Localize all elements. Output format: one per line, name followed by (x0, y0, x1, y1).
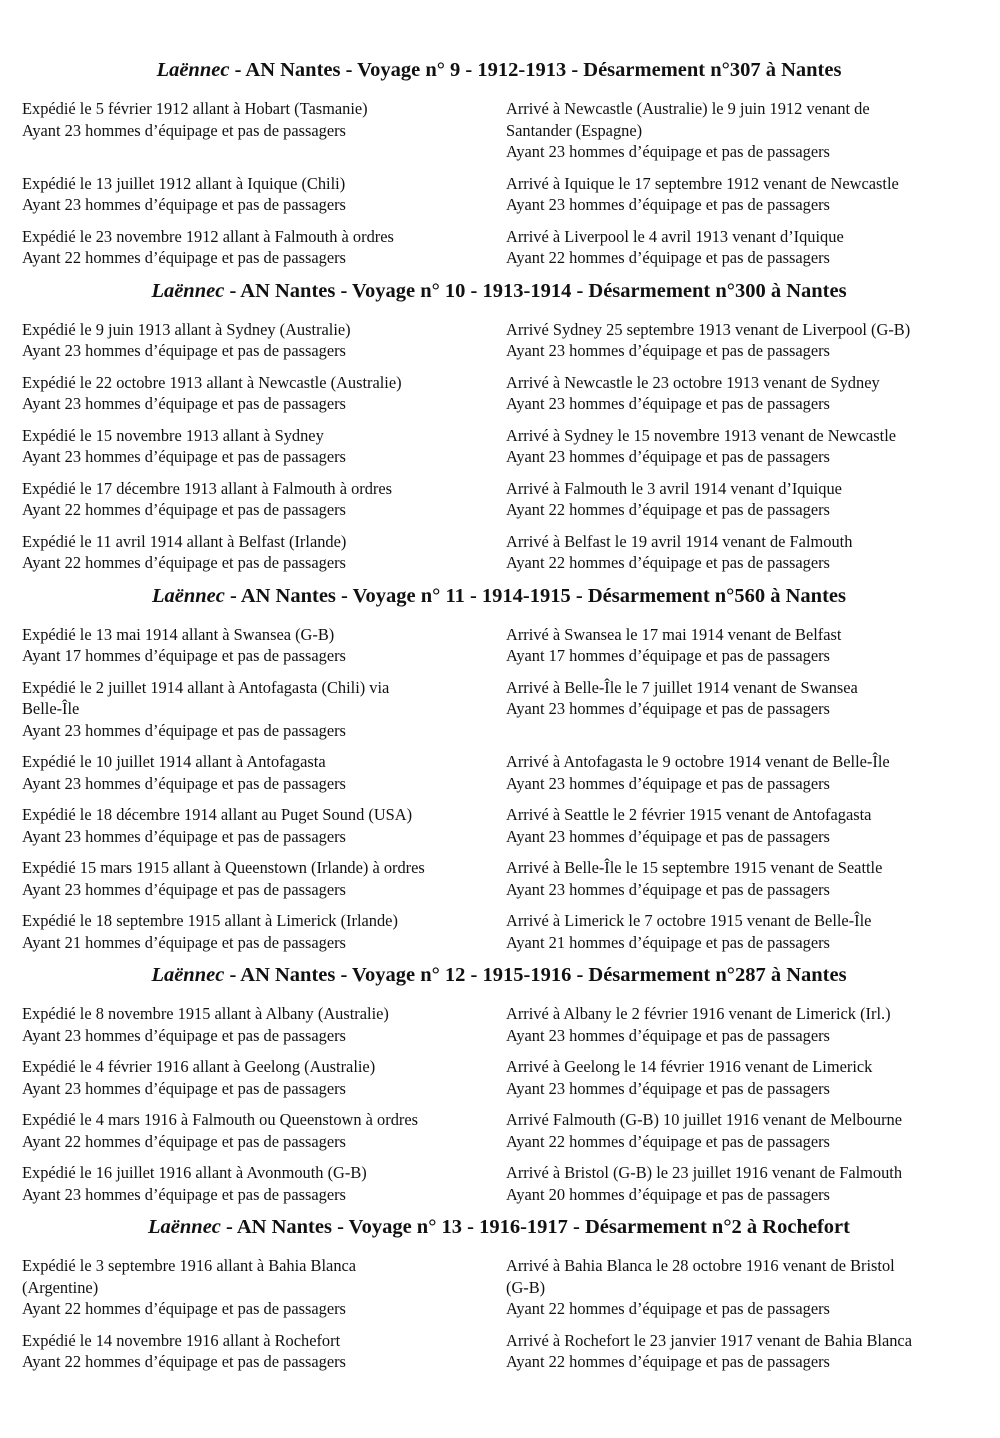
departure-entry (22, 1003, 506, 1046)
arrival-line: Ayant 23 hommes d’équipage et pas de passagers (506, 195, 830, 214)
arrival-line: Ayant 22 hommes d’équipage et pas de passagers (506, 553, 830, 572)
arrival-entry (506, 372, 976, 415)
departure-line: Expédié le 16 juillet 1916 allant à Avonmouth (G-B) (22, 1163, 367, 1182)
arrival-line: Arrivé à Newcastle le 23 octobre 1913 venant de Sydney (506, 372, 880, 392)
arrival-line: Ayant 17 hommes d’équipage et pas de passagers (506, 646, 830, 665)
voyage-heading-text: - AN Nantes - Voyage n° 13 - 1916-1917 - Désarmement n°2 à Rochefort (220, 1216, 850, 1238)
arrival-line: Ayant 23 hommes d’équipage et pas de passagers (506, 142, 830, 161)
departure-line: Ayant 23 hommes d’équipage et pas de passagers (22, 826, 346, 846)
voyage-entry-row (22, 1003, 976, 1046)
voyage-entry-row (22, 677, 976, 742)
departure-entry (22, 804, 506, 847)
departure-entry (22, 425, 506, 468)
departure-line: Ayant 23 hommes d’équipage et pas de passagers (22, 195, 346, 214)
arrival-line: Ayant 22 hommes d’équipage et pas de passagers (506, 1299, 830, 1318)
voyage-heading (22, 1215, 976, 1239)
arrival-line: Arrivé à Bahia Blanca le 28 octobre 1916 venant de Bristol (506, 1256, 895, 1275)
voyage-heading (22, 58, 976, 82)
arrival-line: Arrivé à Iquique le 17 septembre 1912 venant de Newcastle (506, 173, 899, 193)
voyage-section (22, 1215, 976, 1373)
arrival-line: Ayant 23 hommes d’équipage et pas de passagers (506, 341, 830, 360)
arrival-line: Ayant 21 hommes d’équipage et pas de passagers (506, 932, 830, 952)
departure-entry (22, 98, 506, 141)
voyage-entry-row (22, 478, 976, 521)
departure-line: Ayant 23 hommes d’équipage et pas de passagers (22, 341, 346, 360)
voyage-entry-row (22, 1162, 976, 1205)
departure-line: Ayant 22 hommes d’équipage et pas de passagers (22, 1352, 346, 1371)
departure-entry (22, 751, 506, 794)
arrival-line: Arrivé à Sydney le 15 novembre 1913 venant de Newcastle (506, 425, 897, 445)
departure-line: Expédié le 4 février 1916 allant à Geelong (Australie) (22, 1057, 376, 1076)
departure-entry (22, 677, 506, 742)
arrival-line: Ayant 22 hommes d’équipage et pas de passagers (506, 1352, 830, 1371)
arrival-line: Ayant 23 hommes d’équipage et pas de passagers (506, 394, 830, 413)
departure-line: Expédié le 23 novembre 1912 allant à Falmouth à ordres (22, 226, 394, 246)
arrival-line: Ayant 23 hommes d’équipage et pas de passagers (506, 773, 830, 793)
arrival-line: Santander (Espagne) (506, 120, 643, 140)
departure-line: Expédié le 14 novembre 1916 allant à Rochefort (22, 1330, 341, 1350)
departure-line: Ayant 23 hommes d’équipage et pas de passagers (22, 1184, 346, 1204)
departure-line: Ayant 22 hommes d’équipage et pas de passagers (22, 553, 346, 572)
arrival-line: Ayant 22 hommes d’équipage et pas de passagers (506, 248, 830, 267)
departure-line: Expédié le 11 avril 1914 allant à Belfast (Irlande) (22, 531, 347, 551)
arrival-entry (506, 1056, 976, 1099)
departure-entry (22, 910, 506, 953)
arrival-entry (506, 1255, 976, 1320)
arrival-line: Ayant 22 hommes d’équipage et pas de passagers (506, 500, 830, 519)
voyage-heading-text: - AN Nantes - Voyage n° 11 - 1914-1915 - Désarmement n°560 à Nantes (224, 584, 846, 607)
voyage-heading (22, 279, 976, 303)
voyage-entry-row (22, 319, 976, 362)
departure-line: Ayant 23 hommes d’équipage et pas de passagers (22, 720, 346, 740)
departure-entry (22, 226, 506, 269)
voyage-section (22, 58, 976, 269)
arrival-line: Arrivé à Belle-Île le 15 septembre 1915 venant de Seattle (506, 858, 883, 877)
departure-entry (22, 478, 506, 521)
departure-line: Ayant 23 hommes d’équipage et pas de passagers (22, 1025, 346, 1045)
departure-line: (Argentine) (22, 1277, 99, 1297)
arrival-entry (506, 1003, 976, 1046)
departure-line: Ayant 17 hommes d’équipage et pas de passagers (22, 646, 346, 665)
arrival-line: Arrivé Sydney 25 septembre 1913 venant de Liverpool (G-B) (506, 319, 911, 339)
voyage-heading-text: - AN Nantes - Voyage n° 12 - 1915-1916 - Désarmement n°287 à Nantes (224, 964, 847, 986)
arrival-line: Arrivé à Seattle le 2 février 1915 venant de Antofagasta (506, 805, 872, 824)
arrival-line: Arrivé à Bristol (G-B) le 23 juillet 1916 venant de Falmouth (506, 1163, 903, 1182)
arrival-line: Ayant 23 hommes d’équipage et pas de passagers (506, 879, 830, 899)
arrival-line: Ayant 23 hommes d’équipage et pas de passagers (506, 826, 830, 846)
arrival-entry (506, 173, 976, 216)
arrival-entry (506, 624, 976, 667)
arrival-line: Ayant 23 hommes d’équipage et pas de passagers (506, 447, 830, 466)
ship-name: Laënnec (152, 584, 225, 607)
voyage-entry-row (22, 1255, 976, 1320)
departure-entry (22, 319, 506, 362)
departure-line: Expédié le 18 septembre 1915 allant à Limerick (Irlande) (22, 911, 398, 930)
voyage-section (22, 279, 976, 574)
departure-entry (22, 624, 506, 667)
voyage-heading (22, 963, 976, 987)
arrival-entry (506, 1109, 976, 1152)
ship-name: Laënnec (151, 964, 225, 986)
arrival-entry (506, 478, 976, 521)
departure-line: Expédié le 18 décembre 1914 allant au Puget Sound (USA) (22, 805, 413, 824)
voyage-section (22, 584, 976, 954)
voyage-entry-row (22, 910, 976, 953)
arrival-entry (506, 751, 976, 794)
departure-line: Ayant 21 hommes d’équipage et pas de passagers (22, 932, 346, 952)
arrival-entry (506, 531, 976, 574)
voyage-entry-row (22, 624, 976, 667)
ship-name: Laënnec (148, 1216, 221, 1238)
arrival-line: Arrivé Falmouth (G-B) 10 juillet 1916 venant de Melbourne (506, 1110, 903, 1129)
departure-entry (22, 1162, 506, 1205)
arrival-entry (506, 910, 976, 953)
departure-line: Expédié le 13 mai 1914 allant à Swansea (G-B) (22, 624, 335, 644)
departure-entry (22, 173, 506, 216)
voyage-entry-row (22, 173, 976, 216)
departure-line: Expédié le 17 décembre 1913 allant à Falmouth à ordres (22, 478, 393, 498)
voyage-entry-row (22, 1330, 976, 1373)
departure-line: Ayant 22 hommes d’équipage et pas de passagers (22, 500, 346, 519)
departure-line: Expédié le 2 juillet 1914 allant à Antofagasta (Chili) via (22, 677, 390, 697)
voyage-heading (22, 584, 976, 608)
arrival-line: Ayant 23 hommes d’équipage et pas de passagers (506, 1078, 830, 1098)
departure-line: Expédié le 10 juillet 1914 allant à Antofagasta (22, 752, 326, 771)
departure-line: Expédié le 3 septembre 1916 allant à Bahia Blanca (22, 1256, 357, 1275)
voyage-heading-text: - AN Nantes - Voyage n° 9 - 1912-1913 - Désarmement n°307 à Nantes (229, 59, 842, 81)
arrival-line: Arrivé à Liverpool le 4 avril 1913 venant d’Iquique (506, 226, 844, 246)
departure-line: Expédié le 4 mars 1916 à Falmouth ou Queenstown à ordres (22, 1110, 419, 1129)
departure-line: Ayant 23 hommes d’équipage et pas de passagers (22, 773, 346, 793)
departure-line: Expédié le 13 juillet 1912 allant à Iquique (Chili) (22, 173, 346, 193)
departure-entry (22, 531, 506, 574)
arrival-line: (G-B) (506, 1277, 546, 1297)
departure-entry (22, 857, 506, 900)
voyage-entry-row (22, 804, 976, 847)
voyage-entry-row (22, 425, 976, 468)
departure-line: Ayant 22 hommes d’équipage et pas de passagers (22, 1131, 346, 1151)
voyage-entry-row (22, 531, 976, 574)
departure-line: Ayant 23 hommes d’équipage et pas de passagers (22, 879, 346, 899)
departure-line: Belle-Île (22, 699, 80, 718)
arrival-entry (506, 425, 976, 468)
arrival-line: Ayant 22 hommes d’équipage et pas de passagers (506, 1131, 830, 1151)
voyage-entry-row (22, 1109, 976, 1152)
departure-line: Expédié le 22 octobre 1913 allant à Newcastle (Australie) (22, 372, 402, 392)
voyage-entry-row (22, 1056, 976, 1099)
arrival-line: Arrivé à Geelong le 14 février 1916 venant de Limerick (506, 1057, 873, 1076)
arrival-line: Ayant 23 hommes d’équipage et pas de passagers (506, 1025, 830, 1045)
voyage-heading-text: - AN Nantes - Voyage n° 10 - 1913-1914 - Désarmement n°300 à Nantes (224, 279, 847, 302)
departure-entry (22, 1056, 506, 1099)
departure-line: Expédié le 15 novembre 1913 allant à Sydney (22, 425, 324, 445)
departure-line: Ayant 23 hommes d’équipage et pas de passagers (22, 1078, 346, 1098)
departure-entry (22, 1109, 506, 1152)
arrival-entry (506, 98, 976, 163)
ship-name: Laënnec (156, 59, 230, 81)
voyage-entry-row (22, 751, 976, 794)
departure-line: Ayant 23 hommes d’équipage et pas de passagers (22, 447, 346, 466)
ship-name: Laënnec (151, 279, 225, 302)
arrival-entry (506, 1162, 976, 1205)
arrival-line: Arrivé à Albany le 2 février 1916 venant de Limerick (Irl.) (506, 1004, 891, 1023)
arrival-entry (506, 677, 976, 720)
arrival-entry (506, 1330, 976, 1373)
arrival-line: Arrivé à Limerick le 7 octobre 1915 venant de Belle-Île (506, 911, 872, 930)
arrival-line: Arrivé à Antofagasta le 9 octobre 1914 venant de Belle-Île (506, 752, 890, 771)
departure-line: Expédié le 5 février 1912 allant à Hobart (Tasmanie) (22, 99, 368, 118)
arrival-line: Arrivé à Rochefort le 23 janvier 1917 venant de Bahia Blanca (506, 1330, 912, 1350)
departure-entry (22, 1255, 506, 1320)
arrival-line: Ayant 23 hommes d’équipage et pas de passagers (506, 699, 830, 718)
arrival-entry (506, 319, 976, 362)
voyage-entry-row (22, 857, 976, 900)
departure-entry (22, 372, 506, 415)
arrival-line: Arrivé à Falmouth le 3 avril 1914 venant d’Iquique (506, 478, 842, 498)
departure-entry (22, 1330, 506, 1373)
arrival-line: Arrivé à Belle-Île le 7 juillet 1914 venant de Swansea (506, 677, 858, 697)
voyage-section (22, 963, 976, 1205)
departure-line: Expédié 15 mars 1915 allant à Queenstown (Irlande) à ordres (22, 858, 425, 877)
arrival-entry (506, 226, 976, 269)
arrival-entry (506, 804, 976, 847)
arrival-line: Arrivé à Belfast le 19 avril 1914 venant de Falmouth (506, 531, 853, 551)
arrival-line: Ayant 20 hommes d’équipage et pas de passagers (506, 1184, 830, 1204)
departure-line: Ayant 22 hommes d’équipage et pas de passagers (22, 248, 346, 267)
arrival-entry (506, 857, 976, 900)
departure-line: Expédié le 8 novembre 1915 allant à Albany (Australie) (22, 1004, 389, 1023)
voyage-entry-row (22, 98, 976, 163)
voyage-entry-row (22, 372, 976, 415)
departure-line: Ayant 23 hommes d’équipage et pas de passagers (22, 394, 346, 413)
departure-line: Expédié le 9 juin 1913 allant à Sydney (Australie) (22, 319, 351, 339)
departure-line: Ayant 22 hommes d’équipage et pas de passagers (22, 1299, 346, 1318)
departure-line: Ayant 23 hommes d’équipage et pas de passagers (22, 120, 346, 140)
arrival-line: Arrivé à Swansea le 17 mai 1914 venant de Belfast (506, 624, 842, 644)
arrival-line: Arrivé à Newcastle (Australie) le 9 juin 1912 venant de (506, 99, 870, 118)
voyage-entry-row (22, 226, 976, 269)
